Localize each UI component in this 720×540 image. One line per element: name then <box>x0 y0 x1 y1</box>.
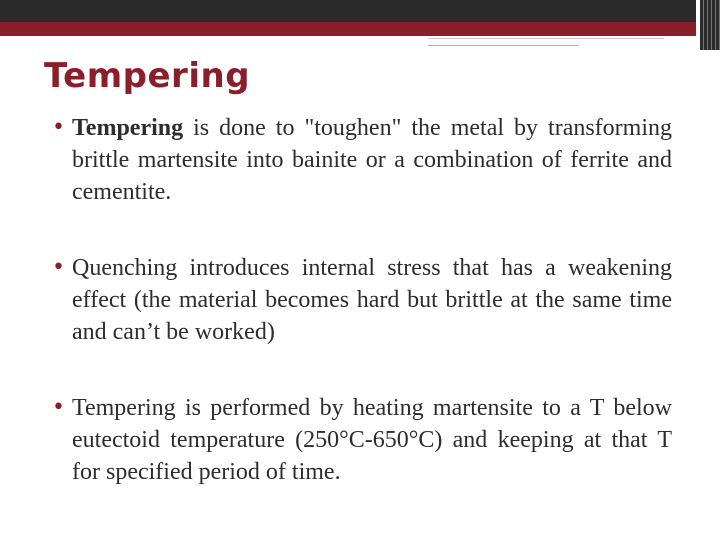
header-accent-bar <box>0 22 696 36</box>
bullet-item-2 <box>50 252 672 348</box>
slide-title: Tempering <box>44 56 251 96</box>
bullet-list <box>50 112 672 532</box>
bullet-text: Quenching introduces internal stress that has a weakening effect (the material becomes hard but brittle at the same time and can’t be worked) <box>72 255 672 345</box>
header-dark-bar <box>0 0 696 22</box>
header-divider-line-short <box>428 45 578 46</box>
header-right-stripes <box>700 0 720 50</box>
bullet-item-3 <box>50 392 672 488</box>
bullet-lead-term: Tempering <box>72 115 184 141</box>
bullet-marker: • <box>52 255 65 280</box>
bullet-item-1 <box>50 112 672 208</box>
bullet-text: is done to "toughen" the metal by transforming brittle martensite into bainite or a combination of ferrite and cementite. <box>72 115 672 205</box>
bullet-text: Tempering is performed by heating martensite to a T below eutectoid temperature (250°C-650°C) and keeping at that T for specified period of time. <box>72 395 672 485</box>
header-divider-line <box>428 38 664 39</box>
bullet-marker: • <box>52 115 65 140</box>
bullet-marker: • <box>52 395 65 420</box>
